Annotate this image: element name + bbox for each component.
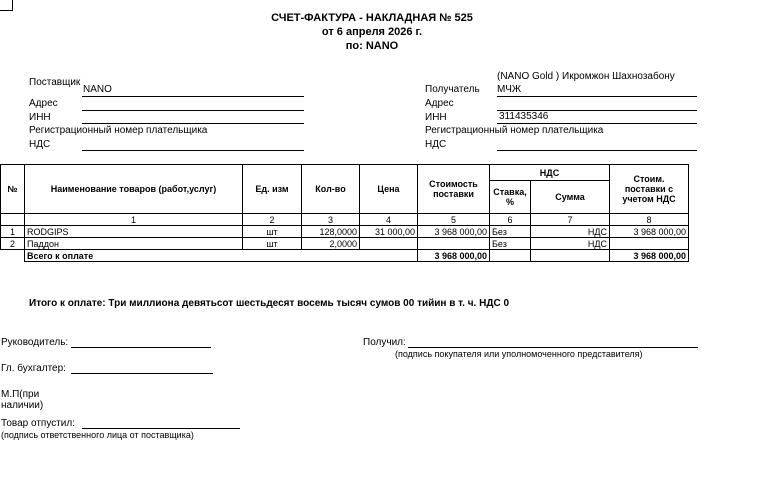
row-cost	[418, 238, 490, 250]
col-number: 5	[418, 214, 490, 226]
row-num: 2	[1, 238, 25, 250]
accountant-label: Гл. бухгалтер:	[1, 363, 66, 374]
supplier-address-label: Адрес	[29, 98, 58, 109]
recipient-vat-line	[497, 150, 697, 151]
row-vat-sum: НДС	[531, 226, 610, 238]
col-number: 3	[302, 214, 360, 226]
row-vat-sum: НДС	[531, 238, 610, 250]
released-label: Товар отпустил:	[1, 418, 75, 429]
table-row	[1, 226, 689, 238]
header-cost: Стоимость поставки	[418, 165, 490, 214]
received-label: Получил:	[363, 337, 406, 348]
supplier-reg-label: Регистрационный номер плательщика	[29, 125, 208, 136]
released-note: (подпись ответственного лица от поставщика)	[1, 430, 194, 440]
supplier-inn-label: ИНН	[29, 112, 51, 123]
supplier-name-line	[82, 96, 304, 97]
header-unit: Ед. изм	[243, 165, 302, 214]
total-label: Всего к оплате	[25, 250, 418, 262]
supplier-vat-label: НДС	[29, 139, 51, 150]
row-total: 3 968 000,00	[610, 226, 689, 238]
invoice-table	[0, 164, 689, 262]
recipient-name-line2: МЧЖ	[497, 84, 522, 95]
col-number: 1	[25, 214, 243, 226]
recipient-inn-label: ИНН	[425, 112, 447, 123]
received-note: (подпись покупателя или уполномоченного представителя)	[395, 349, 643, 359]
col-number: 2	[243, 214, 302, 226]
row-num: 1	[1, 226, 25, 238]
invoice-date: от 6 апреля 2026 г.	[321, 26, 423, 38]
table-row	[1, 238, 689, 250]
row-qty: 2,0000	[302, 238, 360, 250]
header-num: №	[1, 165, 25, 214]
supplier-name: NANO	[83, 84, 112, 95]
released-sign-line	[82, 428, 240, 429]
column-numbers-row	[1, 214, 689, 226]
accountant-sign-line	[71, 373, 213, 374]
supplier-vat-line	[82, 150, 304, 151]
col-number: 6	[490, 214, 531, 226]
row-vat-rate: Без	[490, 238, 531, 250]
recipient-vat-label: НДС	[425, 139, 447, 150]
row-unit: шт	[243, 226, 302, 238]
recipient-label: Получатель	[425, 84, 480, 95]
row-total	[610, 238, 689, 250]
row-price: 31 000,00	[360, 226, 418, 238]
header-qty: Кол-во	[302, 165, 360, 214]
row-price	[360, 238, 418, 250]
header-total-cost: Стоим. поставки с учетом НДС	[610, 165, 689, 214]
row-unit: шт	[243, 238, 302, 250]
stamp-label: М.П(при наличии)	[1, 389, 44, 411]
recipient-inn-value: 311435346	[499, 111, 549, 122]
col-number: 8	[610, 214, 689, 226]
director-label: Руководитель:	[1, 337, 69, 348]
recipient-reg-label: Регистрационный номер плательщика	[425, 125, 604, 136]
row-name: RODGIPS	[25, 226, 243, 238]
supplier-label: Поставщик	[29, 77, 81, 88]
total-row	[1, 250, 689, 262]
total-cost: 3 968 000,00	[418, 250, 490, 262]
recipient-name-line1: (NANO Gold ) Икромжон Шахнозабону	[497, 71, 675, 82]
amount-in-words: Итого к оплате: Три миллиона девятьсот шестьдесят восемь тысяч сумов 00 тийин в т. ч. НДС 0	[29, 298, 510, 309]
invoice-basis: по: NANO	[345, 40, 399, 52]
recipient-name-line	[497, 96, 697, 97]
row-cost: 3 968 000,00	[418, 226, 490, 238]
recipient-inn-line	[497, 123, 697, 124]
header-name: Наименование товаров (работ,услуг)	[25, 165, 243, 214]
col-number: 7	[531, 214, 610, 226]
recipient-address-label: Адрес	[425, 98, 454, 109]
col-number: 4	[360, 214, 418, 226]
corner-mark	[0, 0, 13, 11]
director-sign-line	[71, 347, 211, 348]
header-price: Цена	[360, 165, 418, 214]
total-with-vat: 3 968 000,00	[610, 250, 689, 262]
row-name: Паддон	[25, 238, 243, 250]
row-qty: 128,0000	[302, 226, 360, 238]
header-vat-group: НДС	[490, 165, 610, 181]
supplier-address-line	[82, 110, 304, 111]
received-sign-line	[408, 347, 698, 348]
row-vat-rate: Без	[490, 226, 531, 238]
header-vat-rate: Ставка, %	[490, 181, 531, 214]
invoice-title: СЧЕТ-ФАКТУРА - НАКЛАДНАЯ № 525	[271, 12, 473, 24]
header-vat-sum: Сумма	[531, 181, 610, 214]
supplier-inn-line	[82, 123, 304, 124]
